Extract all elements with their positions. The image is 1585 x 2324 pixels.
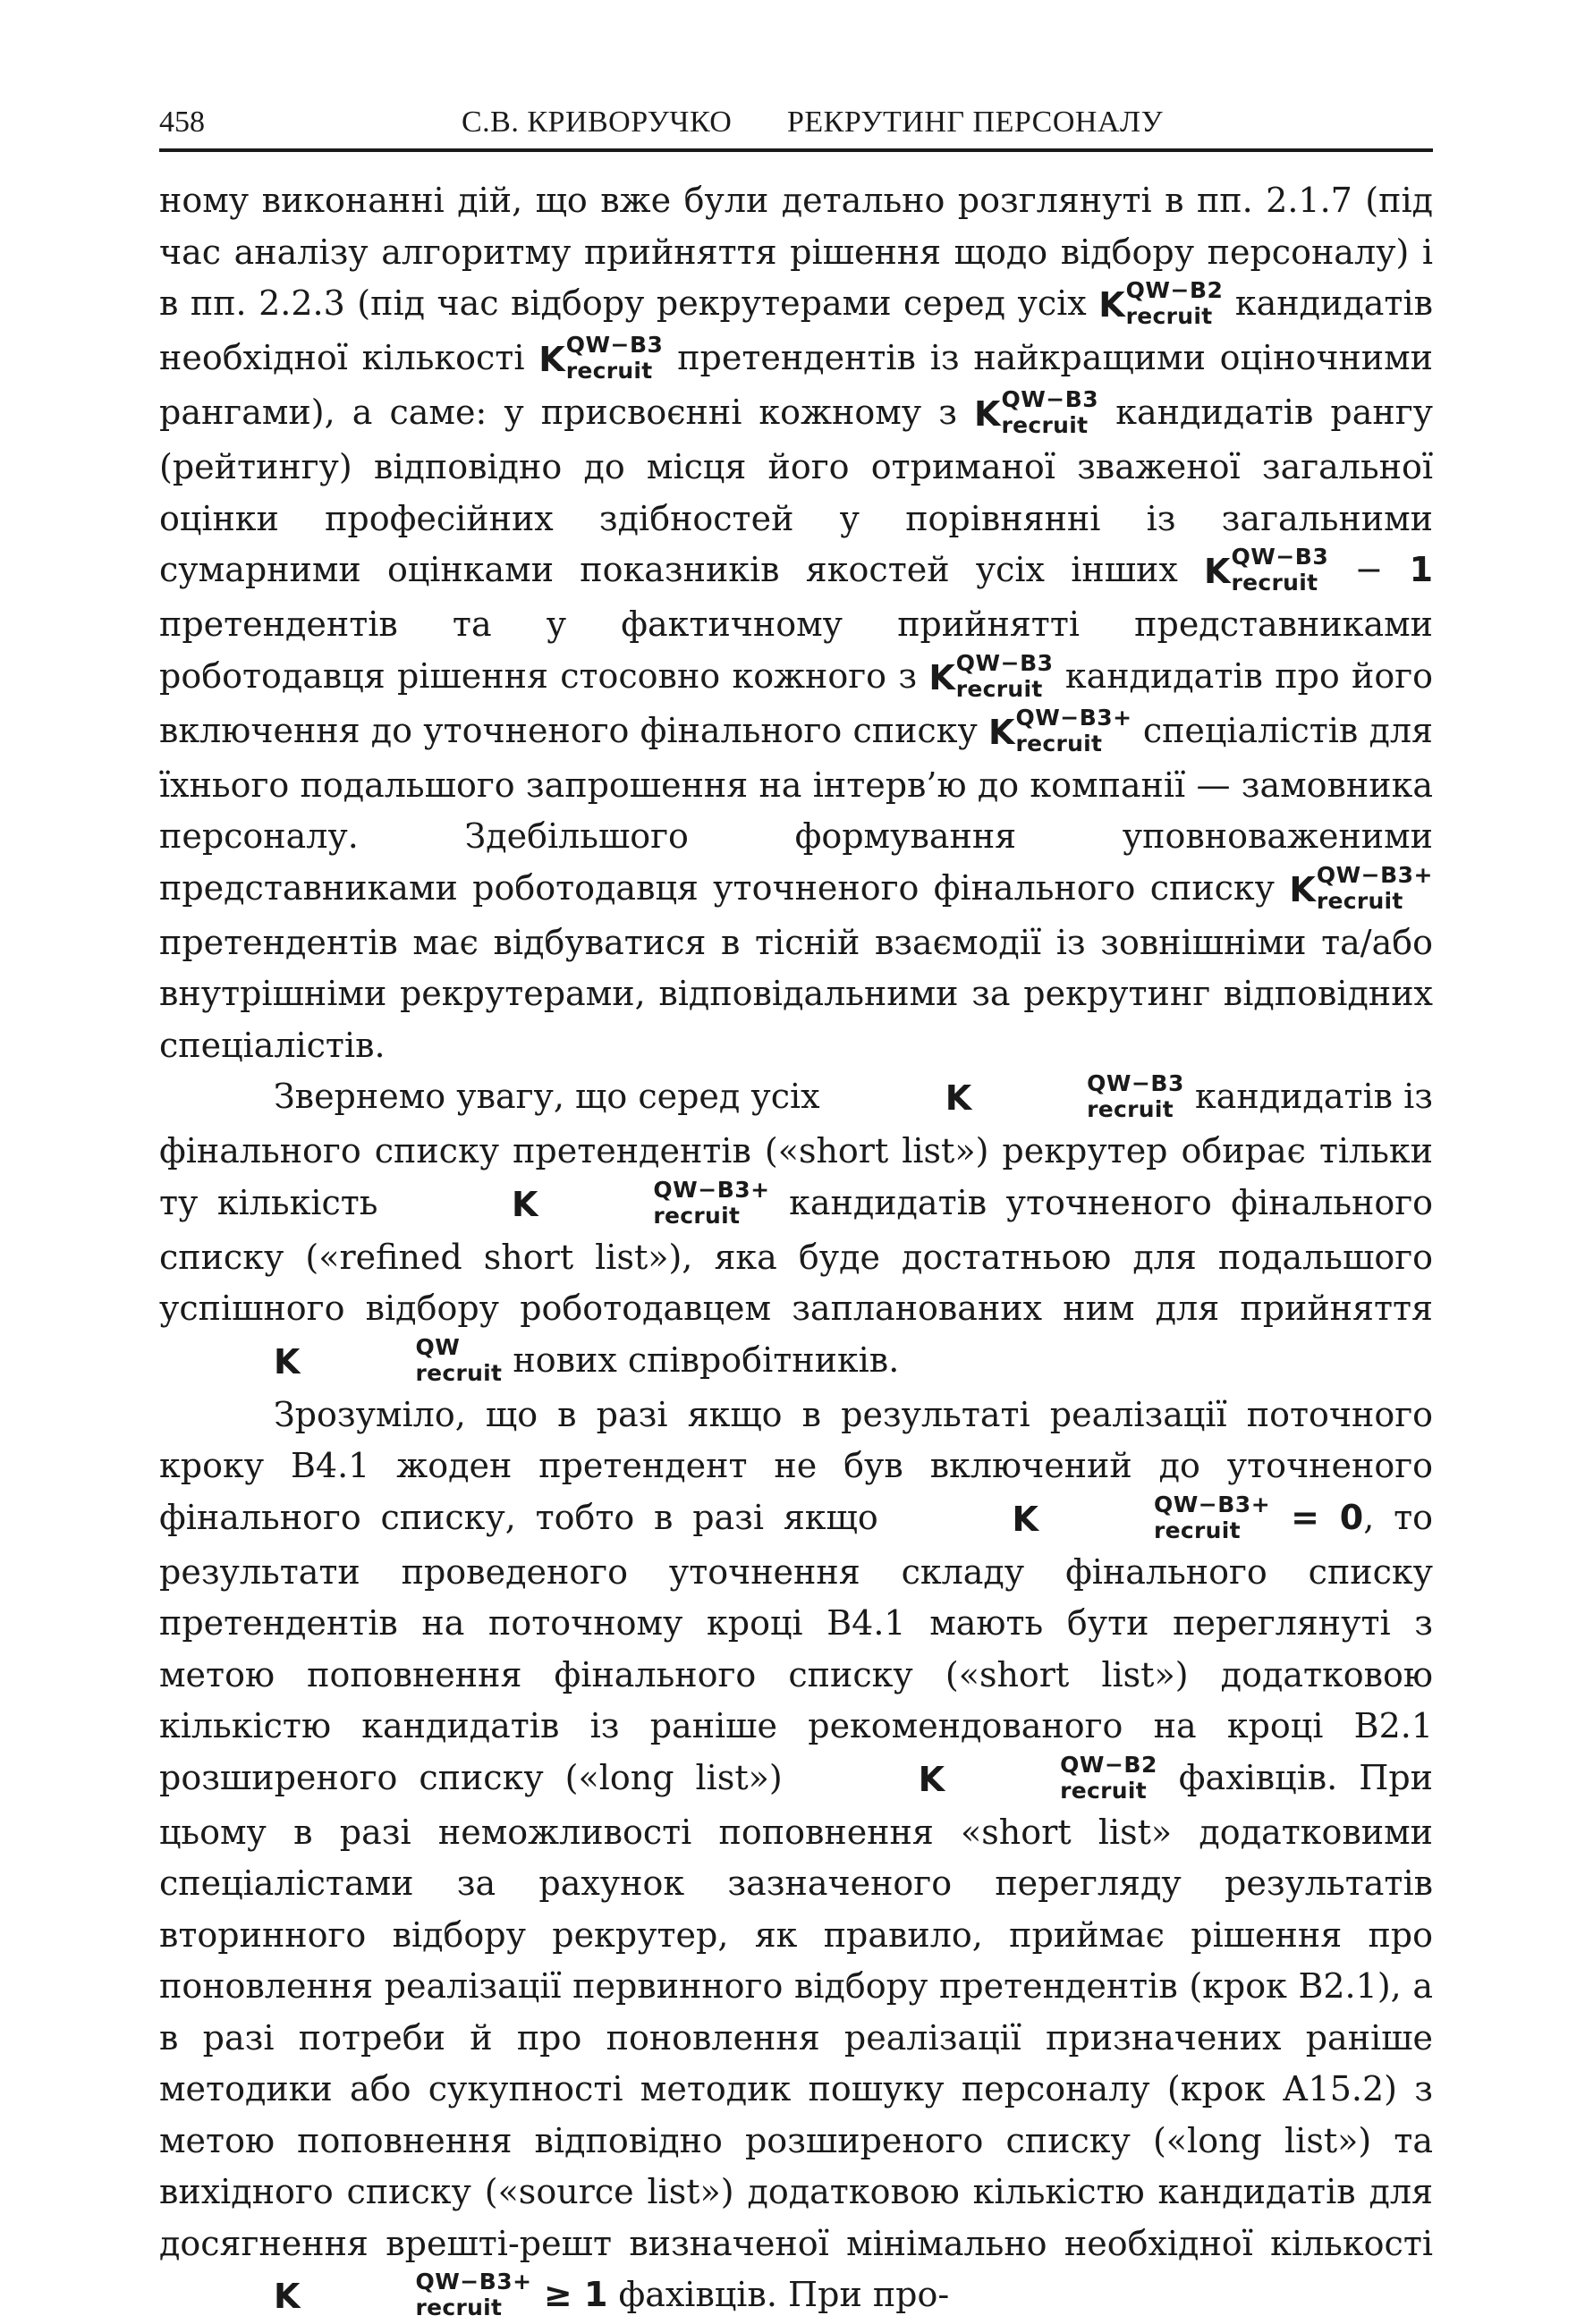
text-run: претендентів із найкращими оціночними рангами), а саме: у присвоєнні кожному з xyxy=(159,338,1433,432)
text-run: спеціалістів для їхнього подальшого запрошення на інтерв’ю до компанії — замовника персоналу. Здебільшого формування уповноваженими представниками роботодавця уточненого фінального списку xyxy=(159,711,1433,908)
k-recruit-qw-b3: K QW−B3 recruit xyxy=(831,1081,1184,1126)
text-run: фахівців. При про- xyxy=(607,2275,949,2314)
paragraph-3 xyxy=(159,1390,1433,2324)
text-run: претендентів має відбуватися в тісній взаємодії із зовнішніми та/або внутрішніми рекрутерами, відповідальними за рекрутинг відповідних спеціалістів. xyxy=(159,923,1433,1065)
k-recruit-qw-b3plus: K QW−B3+ recruit xyxy=(988,715,1132,760)
paragraph-1 xyxy=(159,175,1433,1071)
text-run: , то результати проведеного уточнення складу фінального списку претендентів на поточному кроці В4.1 мають бути переглянуті з метою поповнення фінального списку («short list») додатковою кількістю кандидатів із раніше рекомендованого на кроці В2.1 розширеного списку («long list») xyxy=(159,1498,1433,1797)
k-recruit-qw-b3: K QW−B3 recruit xyxy=(538,342,663,387)
text-run: нових співробітників. xyxy=(502,1340,899,1380)
equals-zero: = 0 xyxy=(1270,1498,1363,1537)
k-recruit-qw-b3: K QW−B3 recruit xyxy=(974,397,1098,442)
k-recruit-qw-b2: K QW−B2 recruit xyxy=(1098,288,1223,333)
text-run: кандидатів рангу (рейтингу) відповідно до місця його отриманої зваженої загальної оцінки професійних здібностей у порівнянні із загальними сумарними оцінками показників якостей усіх інших xyxy=(159,393,1433,589)
k-recruit-qw-b3plus: K QW−B3+ recruit xyxy=(159,2279,532,2324)
k-recruit-qw-b3plus: K QW−B3+ recruit xyxy=(1289,873,1433,917)
running-header xyxy=(159,98,1433,152)
number-one: 1 xyxy=(1410,550,1433,589)
text-run: претендентів та у фактичному прийнятті представниками роботодавця рішення стосовно кожного з xyxy=(159,604,1433,696)
text-run: фахівців. При цьому в разі неможливості поповнення «short list» додатковими спеціалістами за рахунок зазначеного перегляду результатів вторинного відбору рекрутер, як правило, приймає рішення про поновлення реалізації первинного відбору претендентів (крок В2.1), а в разі потреби й про поновлення реалізації призначених раніше методики або сукупності методик пошуку персоналу (крок А15.2) з метою поповнення відповідно розширеного списку («long list») та вихідного списку («source list») додатковою кількістю кандидатів для досягнення врешті-решт визначеної мінімально необхідної кількості xyxy=(159,1758,1433,2263)
k-recruit-qw-b3: K QW−B3 recruit xyxy=(928,661,1053,706)
text-run: кандидатів із фінального списку претендентів («short list») рекрутер обирає тільки ту кількість xyxy=(159,1077,1433,1222)
text-run: кандидатів необхідної кількості xyxy=(159,283,1433,377)
header-author: С.В. КРИВОРУЧКО xyxy=(462,106,732,139)
k-recruit-qw-b3plus: K QW−B3+ recruit xyxy=(397,1187,770,1232)
text-run: кандидатів про його включення до уточненого фінального списку xyxy=(159,656,1433,750)
page-number: 458 xyxy=(159,106,205,139)
k-recruit-qw-b3: K QW−B3 recruit xyxy=(1204,554,1328,599)
text-run: кандидатів уточненого фінального списку («refined short list»), яка буде достатньою для подальшого успішного відбору роботодавцем запланованих ним для прийняття xyxy=(159,1183,1433,1329)
k-recruit-qw: K QW recruit xyxy=(159,1345,502,1390)
text-run: Зрозуміло, що в разі якщо в результаті реалізації поточного кроку В4.1 жоден претендент не був включений до уточненого фінального списку, тобто в разі якщо xyxy=(159,1395,1433,1537)
text-run: Звернемо увагу, що серед усіх xyxy=(274,1077,831,1116)
text-run: ному виконанні дій, що вже були детально розглянуті в пп. 2.1.7 (під час аналізу алгоритму прийняття рішення щодо відбору персоналу) і в пп. 2.2.3 (під час відбору рекрутерами серед усіх xyxy=(159,181,1433,323)
k-recruit-qw-b3plus: K QW−B3+ recruit xyxy=(898,1502,1271,1547)
geq-one: ≥ 1 xyxy=(532,2275,608,2314)
text-run: − xyxy=(1328,550,1409,589)
k-recruit-qw-b2: K QW−B2 recruit xyxy=(804,1762,1157,1807)
body-text xyxy=(159,175,1433,2324)
paragraph-2 xyxy=(159,1071,1433,1390)
header-book-title: РЕКРУТИНГ ПЕРСОНАЛУ xyxy=(787,106,1163,139)
